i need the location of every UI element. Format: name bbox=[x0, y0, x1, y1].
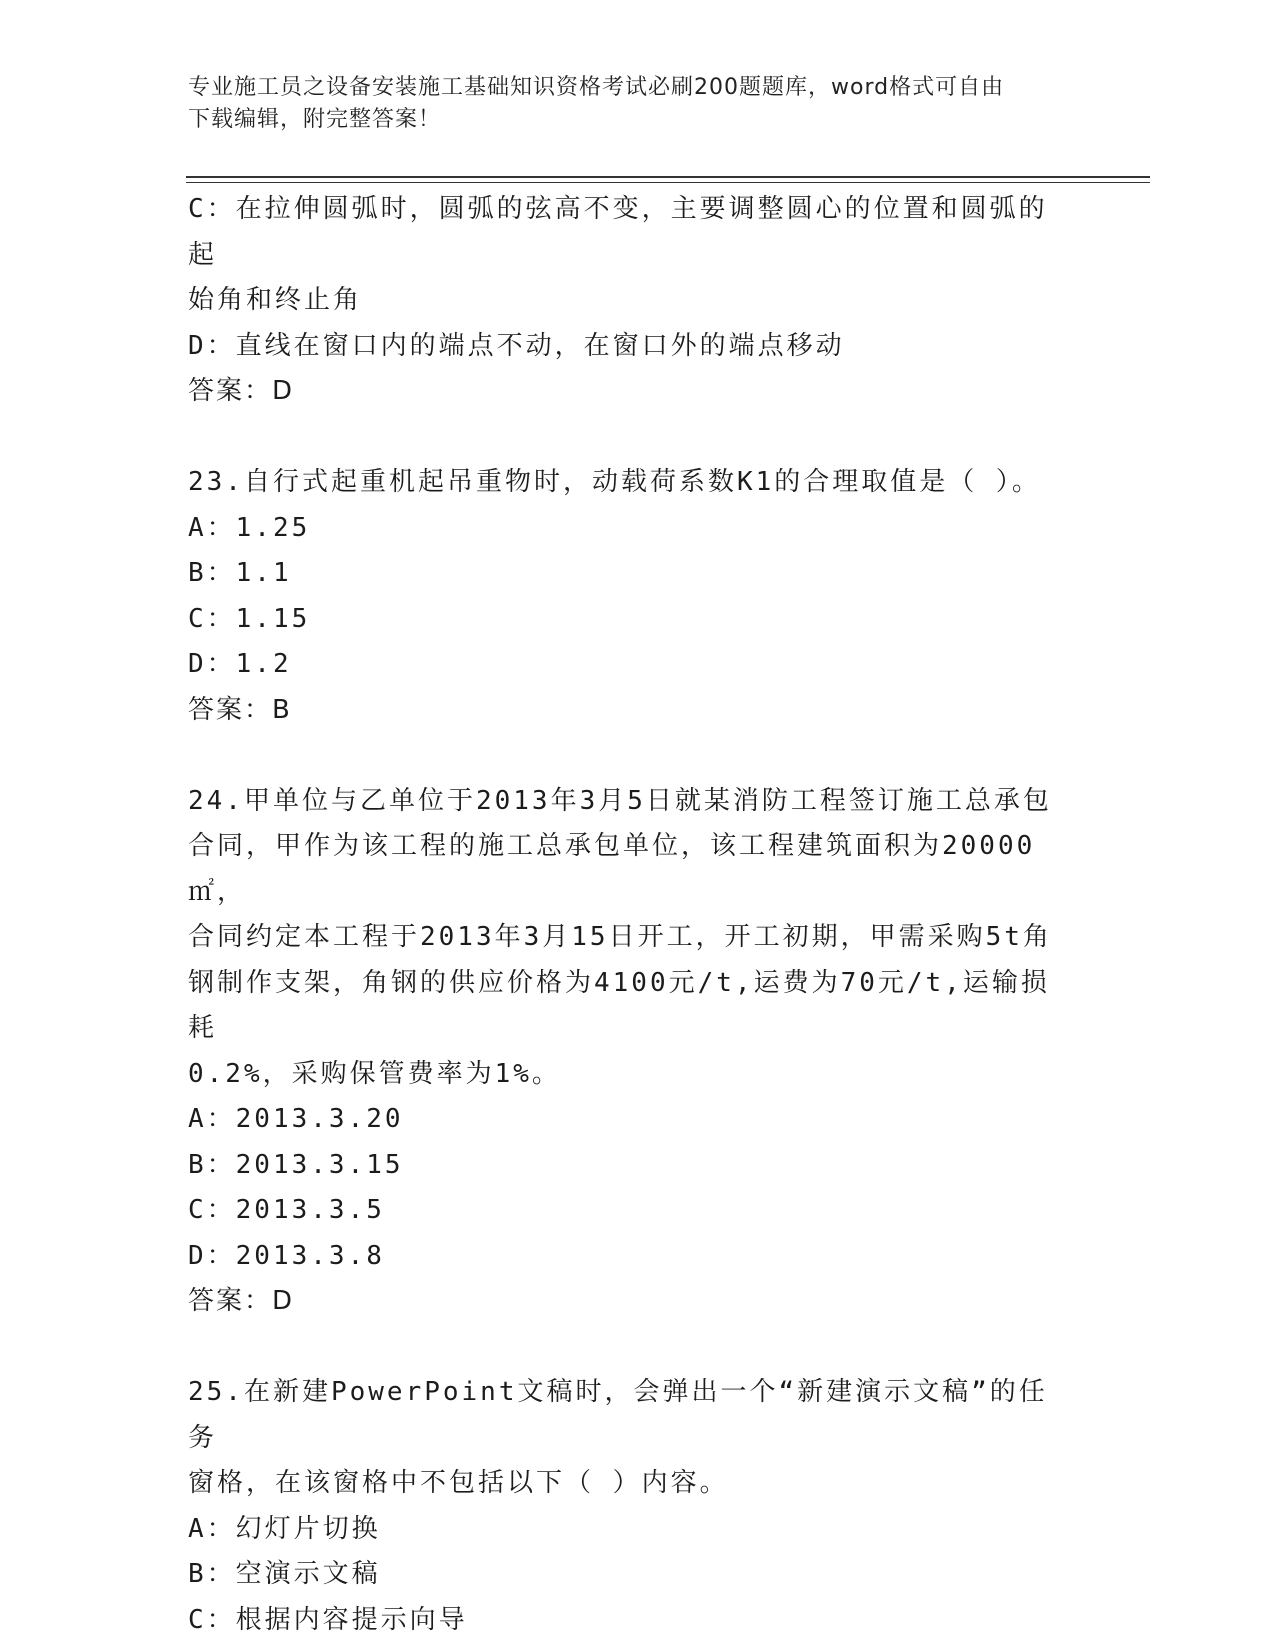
question-22-continued bbox=[188, 187, 1068, 415]
answer: 答案：D bbox=[188, 1286, 295, 1316]
header-divider-thin bbox=[186, 182, 1150, 183]
question-text-line-4: 钢制作支架，角钢的供应价格为4100元/t,运费为70元/t,运输损耗 bbox=[188, 967, 1050, 1043]
question-text-line-2: 窗格，在该窗格中不包括以下（ ）内容。 bbox=[188, 1468, 729, 1498]
question-text-line-3: 合同约定本工程于2013年3月15日开工，开工初期，甲需采购5t角 bbox=[188, 922, 1052, 952]
question-text-line-2: 合同，甲作为该工程的施工总承包单位，该工程建筑面积为20000㎡， bbox=[188, 831, 1036, 907]
option-c: C：2013.3.5 bbox=[188, 1195, 385, 1225]
question-text-line-1: 25.在新建PowerPoint文稿时，会弹出一个“新建演示文稿”的任务 bbox=[188, 1377, 1048, 1453]
header-title-line-1: 专业施工员之设备安装施工基础知识资格考试必刷200题题库，word格式可自由 bbox=[188, 75, 1005, 100]
spacer bbox=[188, 1325, 1068, 1371]
answer: 答案：D bbox=[188, 376, 295, 406]
question-25 bbox=[188, 1370, 1068, 1643]
spacer bbox=[188, 415, 1068, 461]
option-c-continued: 始角和终止角 bbox=[188, 285, 363, 315]
question-text: 23.自行式起重机起吊重物时，动载荷系数K1的合理取值是（ ）。 bbox=[188, 467, 1041, 497]
option-c: C：在拉伸圆弧时，圆弧的弦高不变，主要调整圆心的位置和圆弧的起 bbox=[188, 194, 1048, 270]
option-a: A：2013.3.20 bbox=[188, 1104, 404, 1134]
header-title-line-2: 下载编辑，附完整答案！ bbox=[188, 107, 442, 132]
option-c: C：1.15 bbox=[188, 603, 311, 634]
page-header bbox=[188, 72, 1088, 136]
question-text-line-1: 24.甲单位与乙单位于2013年3月5日就某消防工程签订施工总承包 bbox=[188, 785, 1052, 816]
option-b: B：空演示文稿 bbox=[188, 1559, 381, 1589]
spacer bbox=[188, 733, 1068, 779]
option-a: A：1.25 bbox=[188, 512, 311, 543]
question-content bbox=[188, 187, 1068, 1643]
option-d: D：直线在窗口内的端点不动，在窗口外的端点移动 bbox=[188, 330, 845, 361]
option-b: B：2013.3.15 bbox=[188, 1149, 404, 1180]
header-divider-thick bbox=[186, 176, 1150, 178]
option-c: C：根据内容提示向导 bbox=[188, 1604, 468, 1635]
option-a: A：幻灯片切换 bbox=[188, 1513, 381, 1544]
answer: 答案：B bbox=[188, 694, 292, 725]
question-23 bbox=[188, 460, 1068, 733]
question-24 bbox=[188, 779, 1068, 1325]
option-d: D：1.2 bbox=[188, 649, 292, 679]
option-b: B：1.1 bbox=[188, 558, 292, 588]
question-text-line-5: 0.2%，采购保管费率为1%。 bbox=[188, 1058, 561, 1089]
option-d: D：2013.3.8 bbox=[188, 1240, 385, 1271]
